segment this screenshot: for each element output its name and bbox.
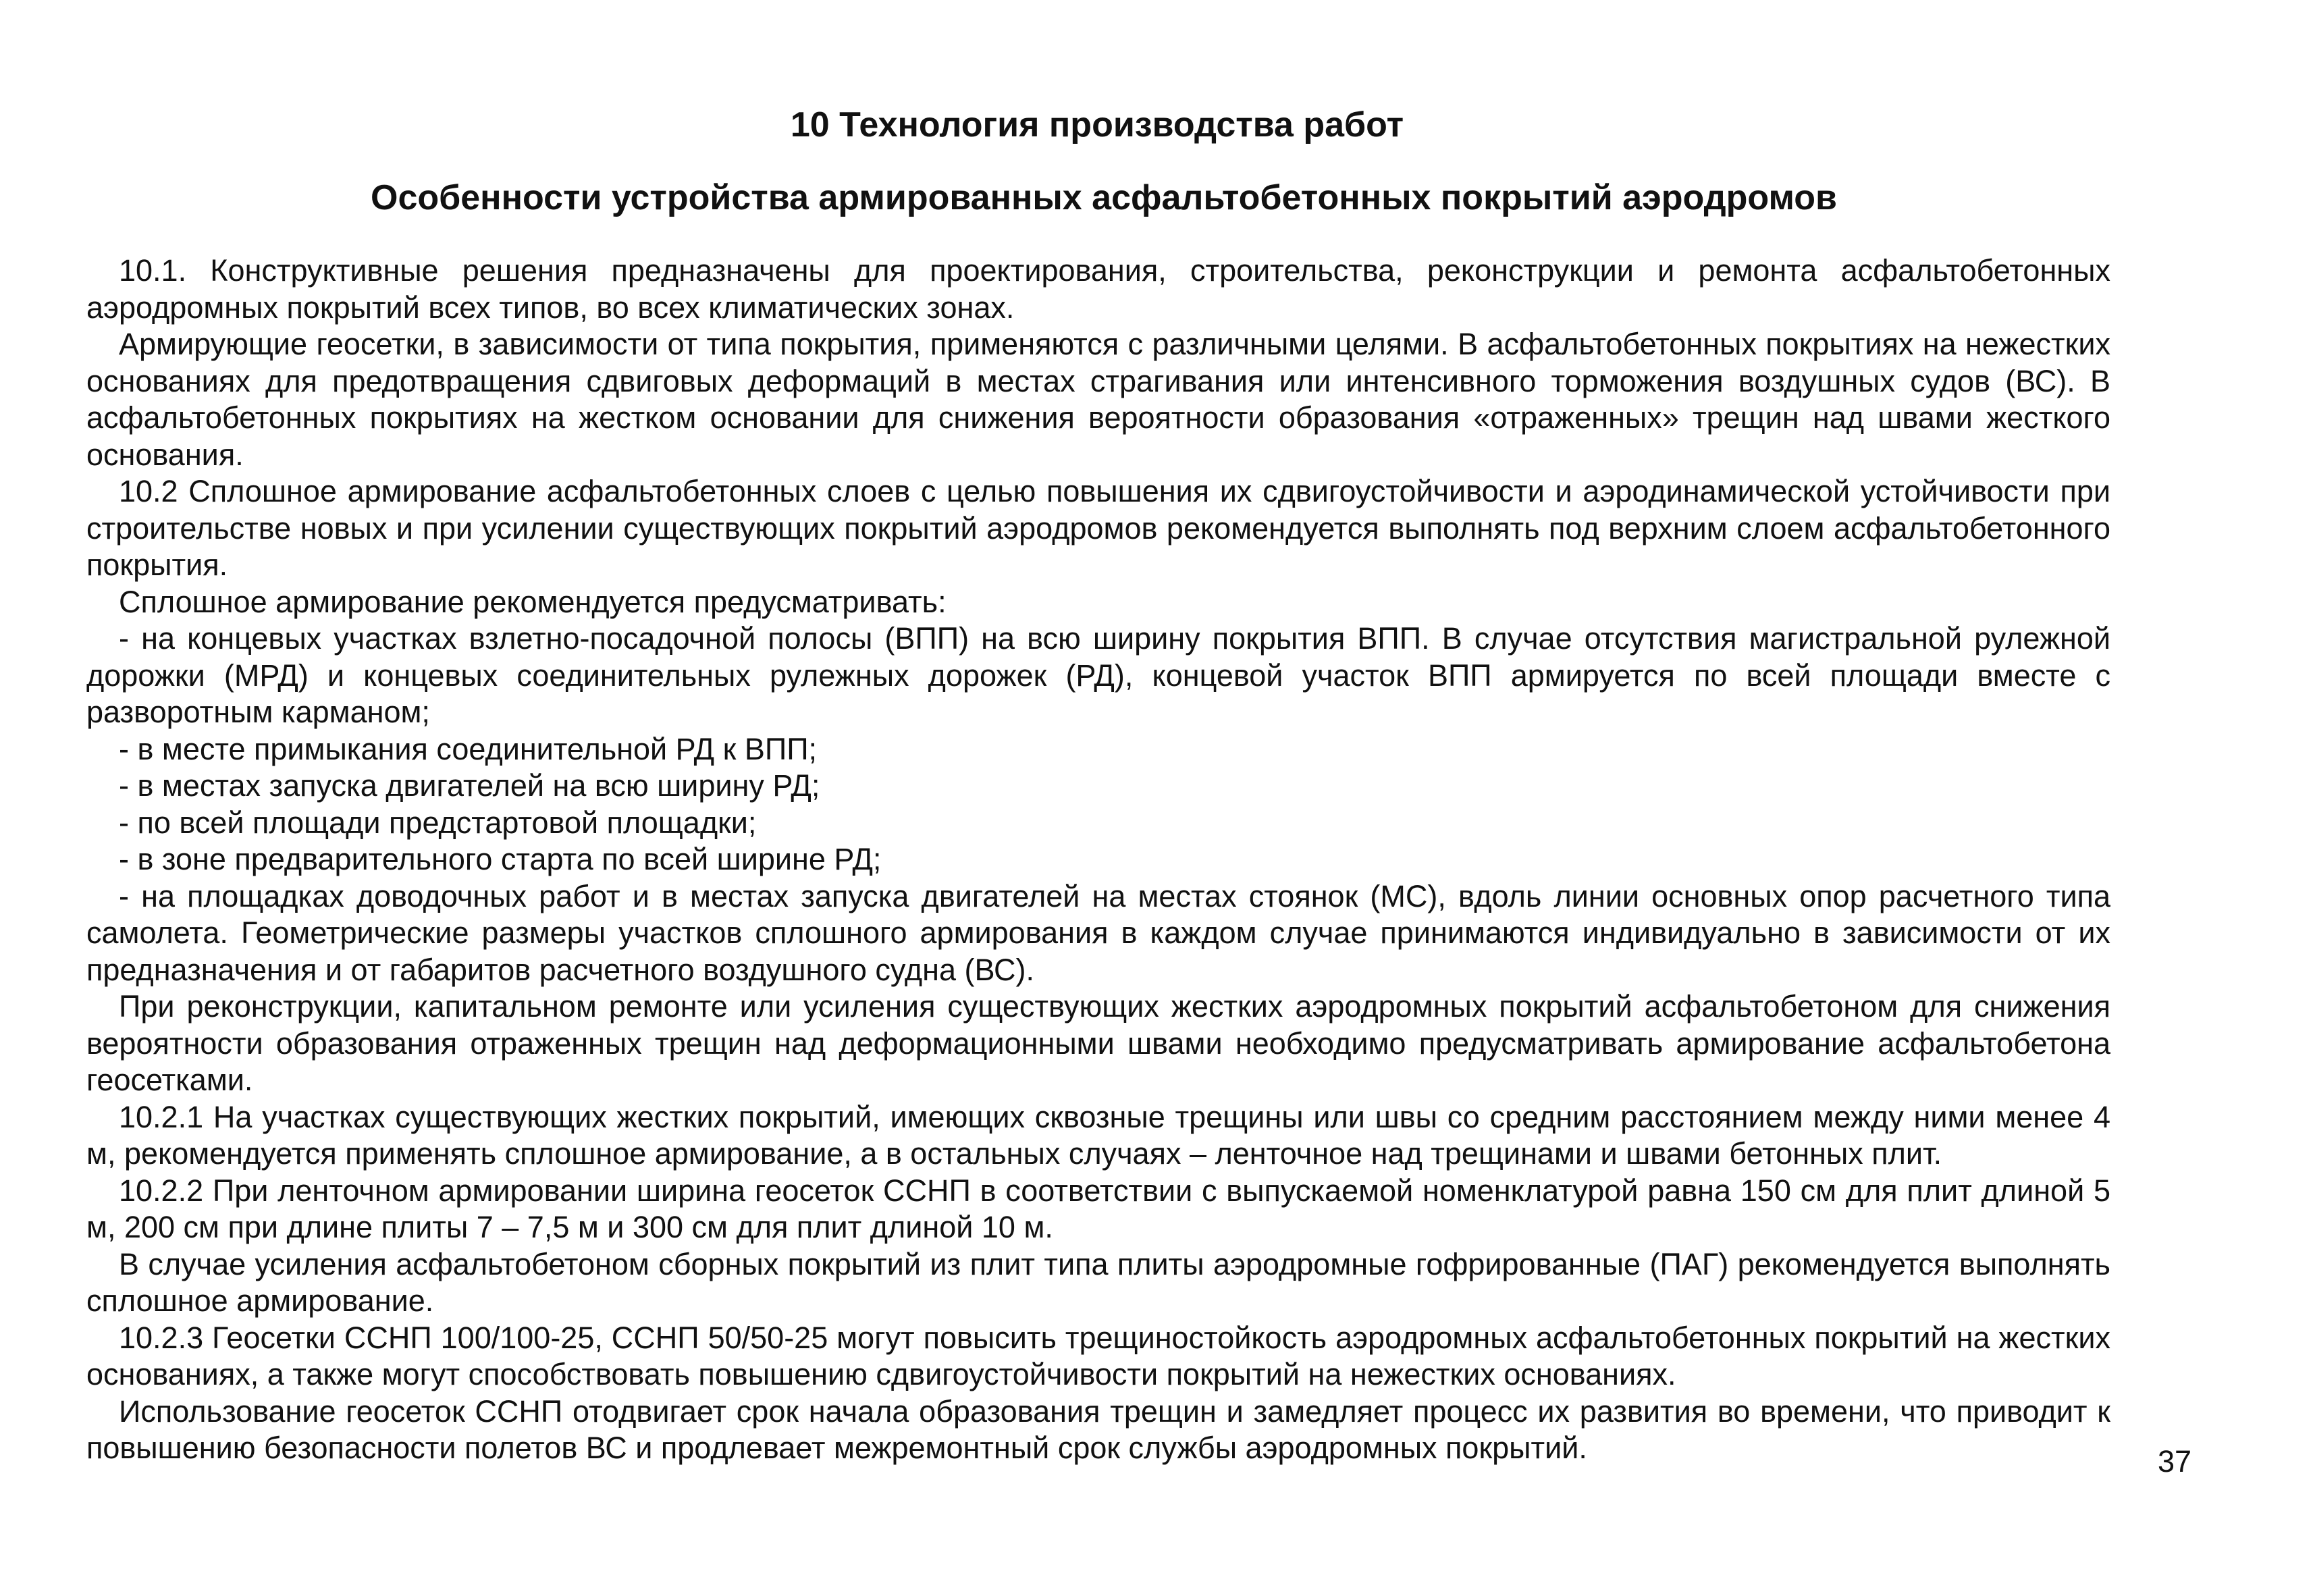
- list-item-runway-ends: - на концевых участках взлетно-посадочной полосы (ВПП) на всю ширину покрытия ВПП. В случае отсутствия магистральной рулежной дорожки (МРД) и концевых соединительных рулежных дорожек (РД), концевой участок ВПП армируется по всей площади вместе с разворотным карманом;: [86, 621, 2110, 729]
- paragraph-geogrid-purpose: Армирующие геосетки, в зависимости от типа покрытия, применяются с различными целями. В асфальтобетонных покрытиях на нежестких основаниях для предотвращения сдвиговых деформаций в местах страгивания или интенсивного торможения воздушных судов (ВС). В асфальтобетонных покрытиях на жестком основании для снижения вероятности образования «отраженных» трещин над швами жесткого основания.: [86, 327, 2110, 472]
- list-item-preliminary-start: - в зоне предварительного старта по всей ширине РД;: [119, 842, 882, 876]
- paragraph-10-1: 10.1. Конструктивные решения предназначены для проектирования, строительства, реконструкции и ремонта асфальтобетонных аэродромных покрытий всех типов, во всех климатических зонах.: [86, 253, 2110, 325]
- paragraph-10-2: 10.2 Сплошное армирование асфальтобетонных слоев с целью повышения их сдвигоустойчивости и аэродинамической устойчивости при строительстве новых и при усилении существующих покрытий аэродромов рекомендуется выполнять под верхним слоем асфальтобетонного покрытия.: [86, 474, 2110, 582]
- paragraph-usage-benefits: Использование геосеток ССНП отодвигает срок начала образования трещин и замедляет процесс их развития во времени, что приводит к повышению безопасности полетов ВС и продлевает межремонтный срок службы аэродромных покрытий.: [86, 1393, 2110, 1465]
- paragraph-reconstruction: При реконструкции, капитальном ремонте или усиления существующих жестких аэродромных покрытий асфальтобетоном для снижения вероятности образования отраженных трещин над деформационными швами необходимо предусматривать армирование асфальтобетона геосетками.: [86, 989, 2110, 1097]
- paragraph-pag-slabs: В случае усиления асфальтобетоном сборных покрытий из плит типа плиты аэродромные гофрированные (ПАГ) рекомендуется выполнять сплошное армирование.: [86, 1246, 2110, 1318]
- paragraph-10-2-3: 10.2.3 Геосетки ССНП 100/100-25, ССНП 50/50-25 могут повысить трещиностойкость аэродромных асфальтобетонных покрытий на жестких основаниях, а также могут способствовать повышению сдвигоустойчивости покрытий на нежестких основаниях.: [86, 1320, 2110, 1391]
- list-item-prestart-area: - по всей площади предстартовой площадки;: [119, 805, 757, 840]
- list-item-taxiway-junction: - в месте примыкания соединительной РД к ВПП;: [119, 731, 818, 766]
- chapter-title: 10 Технология производства работ: [790, 105, 1404, 144]
- body-text: [86, 252, 2110, 1467]
- list-item-finishing-areas: - на площадках доводочных работ и в местах запуска двигателей на местах стоянок (МС), вдоль линии основных опор расчетного типа самолета. Геометрические размеры участков сплошного армирования в каждом случае принимаются индивидуально в зависимости от их предназначения и от габаритов расчетного воздушного судна (ВС).: [86, 878, 2110, 987]
- list-item-engine-start: - в местах запуска двигателей на всю ширину РД;: [119, 768, 820, 803]
- section-title: Особенности устройства армированных асфальтобетонных покрытий аэродромов: [371, 178, 1837, 217]
- paragraph-10-2-2: 10.2.2 При ленточном армировании ширина геосеток ССНП в соответствии с выпускаемой номенклатурой равна 150 см для плит длиной 5 м, 200 см при длине плиты 7 – 7,5 м и 300 см для плит длиной 10 м.: [86, 1173, 2110, 1244]
- page-number: 37: [2158, 1444, 2192, 1479]
- paragraph-continuous-reinforcement-intro: Сплошное армирование рекомендуется предусматривать:: [119, 584, 947, 619]
- paragraph-10-2-1: 10.2.1 На участках существующих жестких покрытий, имеющих сквозные трещины или швы со средним расстоянием между ними менее 4 м, рекомендуется применять сплошное армирование, а в остальных случаях – ленточное над трещинами и швами бетонных плит.: [86, 1099, 2110, 1171]
